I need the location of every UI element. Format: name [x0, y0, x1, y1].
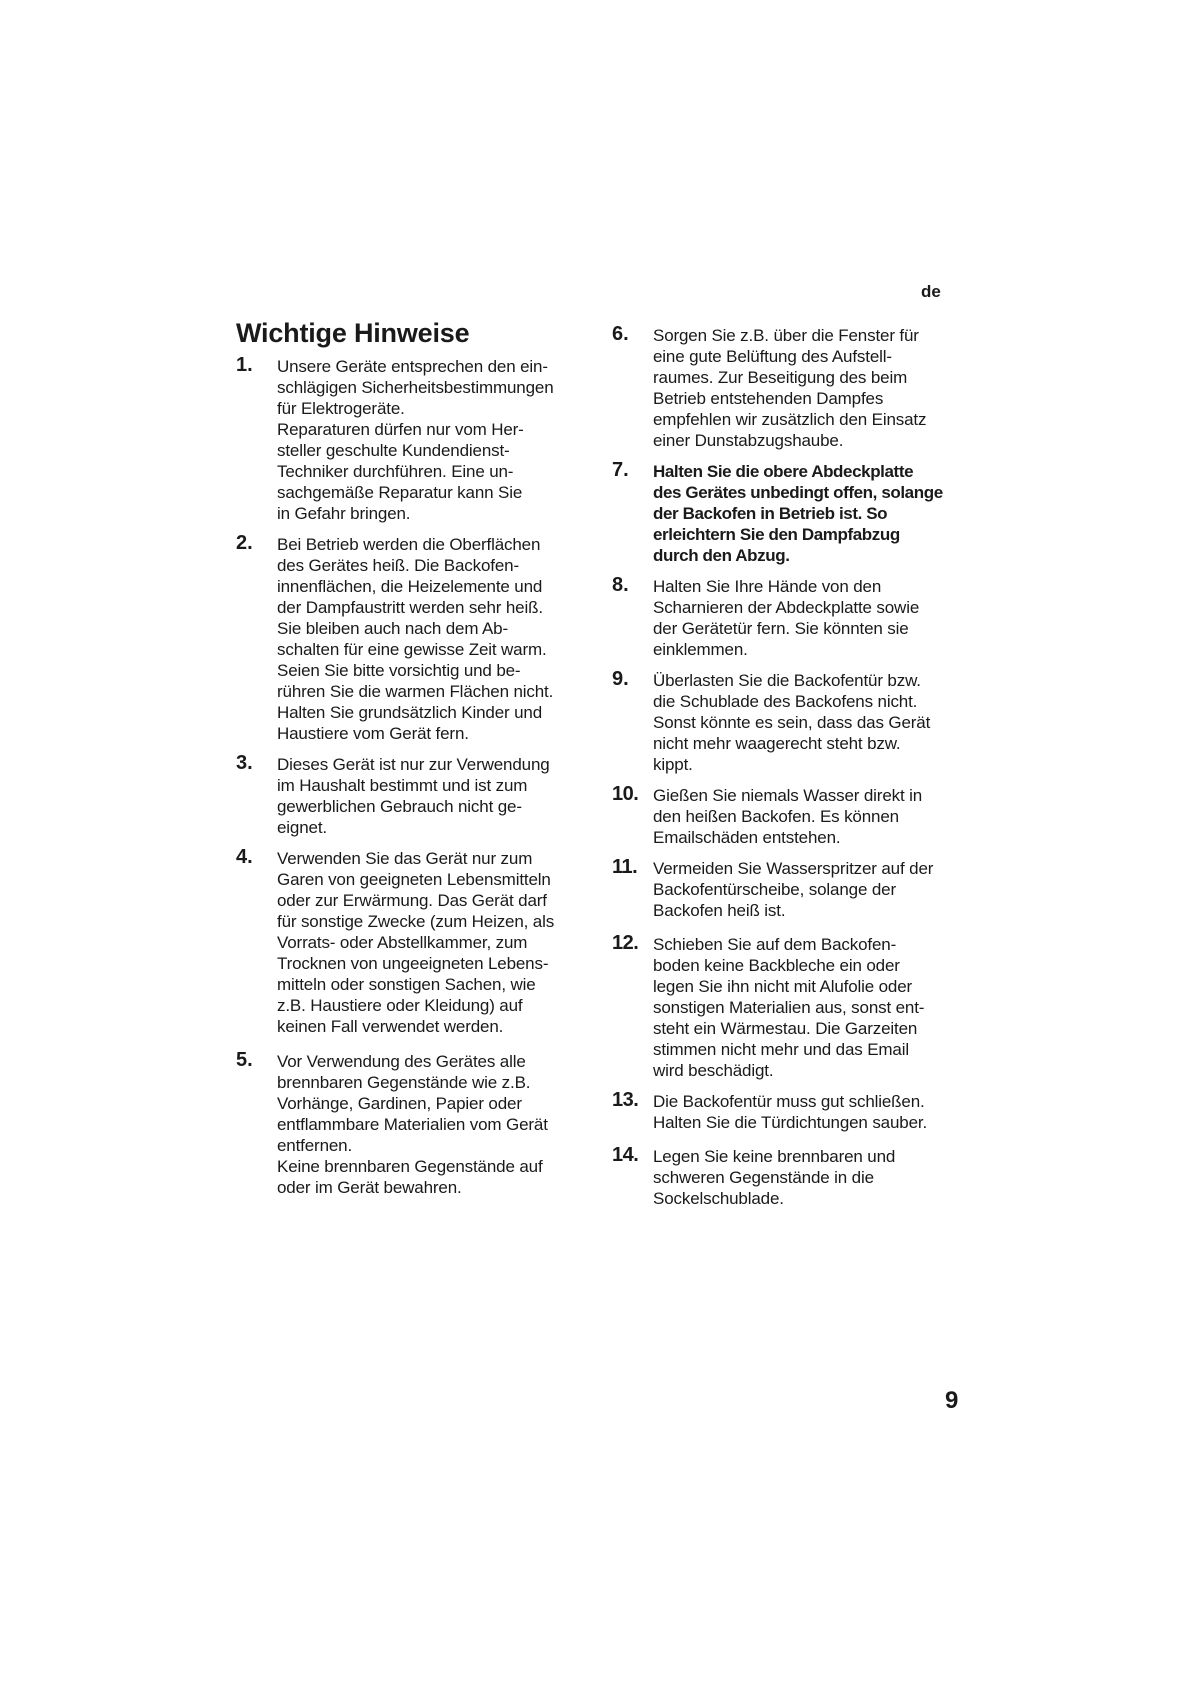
- list-item: [612, 670, 972, 775]
- item-text: Überlasten Sie die Backofentür bzw. die Schublade des Backofens nicht. Sonst könnte es sein, dass das Gerät nicht mehr waagerecht steht bzw. kippt.: [653, 671, 931, 774]
- item-text: Verwenden Sie das Gerät nur zum Garen von geeigneten Lebensmitteln oder zur Erwärmung. Das Gerät darf für sonstige Zwecke (zum Heizen, als Vorrats- oder Abstellkammer, zum Trocknen von ungeeigneten Lebens- mitteln oder sonstigen Sachen, wie z.B. Haustiere oder Kleidung) auf keinen Fall verwendet werden.: [277, 849, 555, 1036]
- list-item: [612, 1091, 972, 1133]
- item-text: Vermeiden Sie Wasserspritzer auf der Backofentürscheibe, solange der Backofen heiß ist.: [653, 859, 934, 920]
- list-item: [612, 1146, 972, 1209]
- list-item: [612, 576, 972, 660]
- item-number: 4.: [236, 846, 253, 868]
- item-text: Halten Sie Ihre Hände von den Scharnieren der Abdeckplatte sowie der Gerätetür fern. Sie könnten sie einklemmen.: [653, 577, 920, 659]
- item-number: 5.: [236, 1049, 253, 1071]
- list-item: [612, 858, 972, 921]
- list-item: [236, 1051, 596, 1198]
- item-number: 10.: [612, 783, 639, 805]
- item-text: Sorgen Sie z.B. über die Fenster für eine gute Belüftung des Aufstell- raumes. Zur Beseitigung des beim Betrieb entstehenden Dampfes empfehlen wir zusätzlich den Einsatz einer Dunstabzugshaube.: [653, 326, 927, 450]
- item-text: Dieses Gerät ist nur zur Verwendung im Haushalt bestimmt und ist zum gewerblichen Gebrauch nicht ge- eignet.: [277, 755, 550, 837]
- item-number: 3.: [236, 752, 253, 774]
- item-number: 1.: [236, 354, 253, 376]
- item-number: 11.: [612, 856, 638, 878]
- list-item: [236, 534, 596, 744]
- item-number: 7.: [612, 459, 629, 481]
- item-number: 6.: [612, 323, 629, 345]
- list-item: [236, 356, 596, 524]
- list-item: [612, 934, 972, 1081]
- right-column: [612, 325, 972, 1219]
- list-item: [236, 754, 596, 838]
- list-item: [236, 848, 596, 1037]
- item-text: Gießen Sie niemals Wasser direkt in den heißen Backofen. Es können Emailschäden entstehen.: [653, 786, 923, 847]
- item-text: Legen Sie keine brennbaren und schweren Gegenstände in die Sockelschublade.: [653, 1147, 896, 1208]
- item-number: 8.: [612, 574, 629, 596]
- item-number: 2.: [236, 532, 253, 554]
- item-text: Schieben Sie auf dem Backofen- boden keine Backbleche ein oder legen Sie ihn nicht mit Alufolie oder sonstigen Materialien aus, sonst ent- steht ein Wärmestau. Die Garzeiten stimmen nicht mehr und das Email wird beschädigt.: [653, 935, 925, 1080]
- page-number: 9: [945, 1387, 959, 1414]
- item-text: Unsere Geräte entsprechen den ein- schlägigen Sicherheitsbestimmungen für Elektrogeräte. Reparaturen dürfen nur vom Her- steller geschulte Kundendienst- Techniker durchführen. Eine un- sachgemäße Reparatur kann Sie in Gefahr bringen.: [277, 357, 554, 523]
- item-text: Die Backofentür muss gut schließen. Halten Sie die Türdichtungen sauber.: [653, 1092, 928, 1132]
- item-number: 12.: [612, 932, 639, 954]
- item-text: Bei Betrieb werden die Oberflächen des Gerätes heiß. Die Backofen- innenflächen, die Heizelemente und der Dampfaustritt werden sehr heiß. Sie bleiben auch nach dem Ab- schalten für eine gewisse Zeit warm. Seien Sie bitte vorsichtig und be- rühren Sie die warmen Flächen nicht. Halten Sie grundsätzlich Kinder und Haustiere vom Gerät fern.: [277, 535, 554, 743]
- item-number: 9.: [612, 668, 629, 690]
- language-code: de: [921, 282, 941, 301]
- list-item: [612, 785, 972, 848]
- item-number: 13.: [612, 1089, 639, 1111]
- list-item: [612, 461, 972, 566]
- item-text: Halten Sie die obere Abdeckplatte des Gerätes unbedingt offen, solange der Backofen in Betrieb ist. So erleichtern Sie den Dampfabzug durch den Abzug.: [653, 462, 943, 565]
- left-column: [236, 356, 596, 1208]
- item-text: Vor Verwendung des Gerätes alle brennbaren Gegenstände wie z.B. Vorhänge, Gardinen, Papier oder entflammbare Materialien vom Gerät entfernen. Keine brennbaren Gegenstände auf oder im Gerät bewahren.: [277, 1052, 548, 1197]
- page-title: Wichtige Hinweise: [236, 318, 470, 348]
- item-number: 14.: [612, 1144, 639, 1166]
- list-item: [612, 325, 972, 451]
